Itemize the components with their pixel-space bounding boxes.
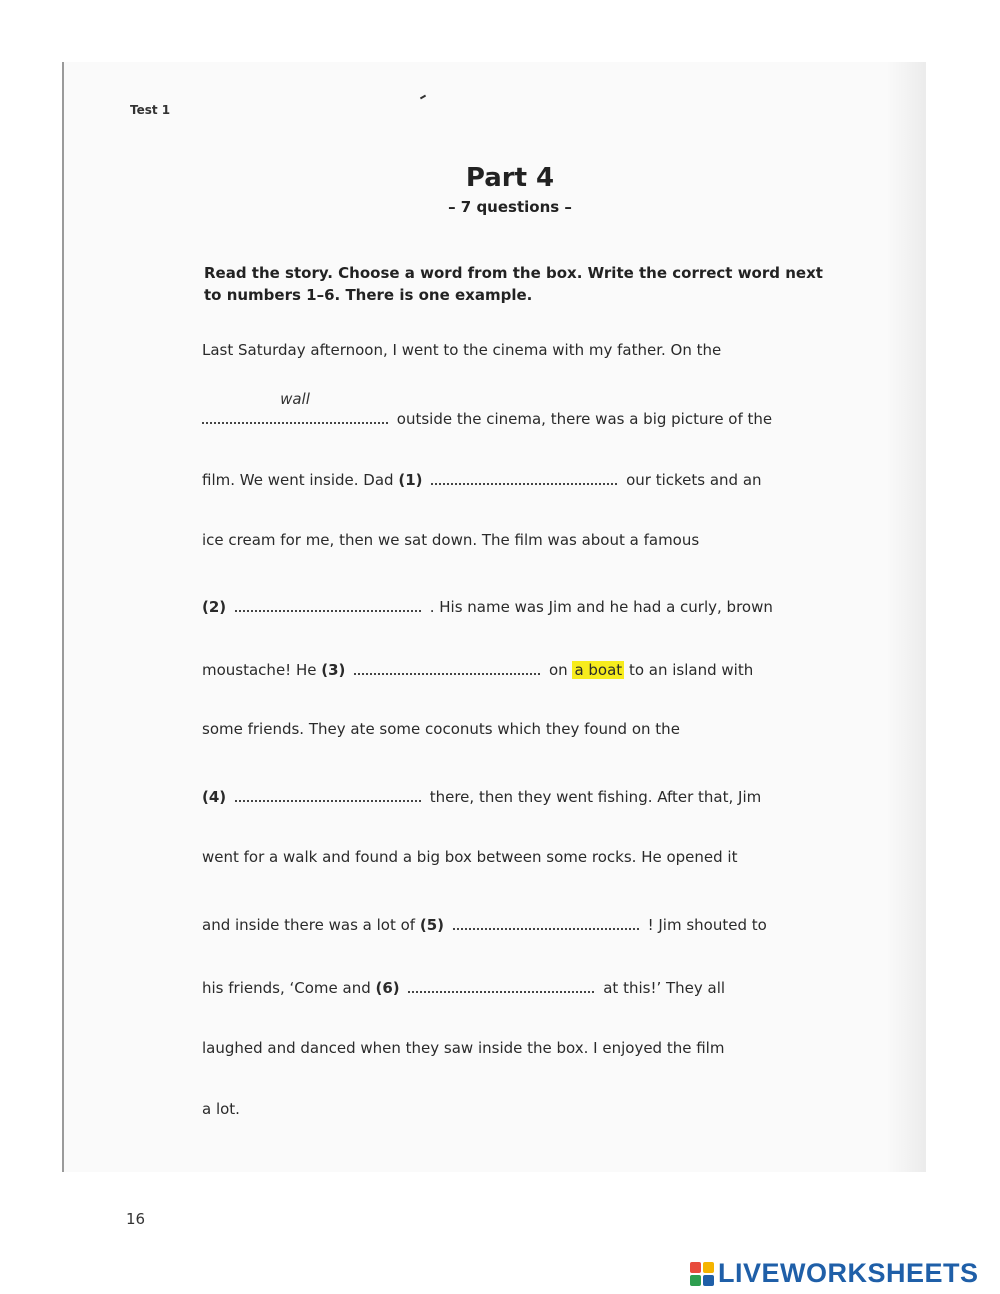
worksheet-page (62, 62, 926, 1172)
answer-field-6[interactable] (408, 975, 594, 993)
story-text: laughed and danced when they saw inside the box. I enjoyed the film (202, 1039, 725, 1057)
logo-square-green (690, 1275, 701, 1286)
story-text: outside the cinema, there was a big picture of the (396, 410, 773, 428)
logo-square-yellow (703, 1262, 714, 1273)
page-title: Part 4 (465, 163, 555, 193)
liveworksheets-logo[interactable] (690, 1258, 979, 1289)
answer-field-4[interactable] (235, 784, 421, 802)
instructions-text: Read the story. Choose a word from the box. Write the correct word next to numbers 1–6. There is one example. (204, 264, 823, 304)
logo-square-blue (703, 1275, 714, 1286)
highlighted-text: a boat (574, 661, 623, 679)
brand-name: LIVEWORKSHEETS (718, 1258, 979, 1288)
test-label: Test 1 (130, 103, 171, 117)
story-text: on (548, 661, 568, 679)
story-text: to an island with (628, 661, 754, 679)
story-line-2 (202, 390, 773, 428)
story-text: . His name was Jim and he had a curly, brown (429, 598, 773, 616)
example-answer: wall (280, 390, 310, 408)
story-line-10 (202, 912, 767, 934)
question-number-5: (5) (419, 916, 445, 934)
story-text: Last Saturday afternoon, I went to the cinema with my father. On the (202, 341, 722, 359)
question-number-2: (2) (202, 598, 227, 616)
story-text: some friends. They ate some coconuts which they found on the (202, 720, 680, 738)
story-line-8 (202, 784, 761, 806)
story-line-1 (202, 341, 721, 359)
logo-square-red (690, 1262, 701, 1273)
story-line-4 (202, 531, 699, 549)
answer-field-5[interactable] (453, 912, 639, 930)
story-text: and inside there was a lot of (202, 916, 416, 934)
story-text: there, then they went fishing. After that, Jim (429, 788, 762, 806)
story-text: went for a walk and found a big box between some rocks. He opened it (202, 848, 738, 866)
story-line-11 (202, 975, 725, 997)
example-answer-field (202, 390, 388, 424)
story-line-3 (202, 467, 762, 489)
question-number-6: (6) (375, 979, 400, 997)
page-number: 16 (126, 1210, 146, 1228)
question-number-3: (3) (321, 661, 346, 679)
liveworksheets-icon (690, 1262, 714, 1286)
story-line-7 (202, 720, 680, 738)
story-text: at this!’ They all (603, 979, 726, 997)
answer-field-2[interactable] (235, 594, 421, 612)
story-line-5 (202, 594, 773, 616)
story-text: a lot. (202, 1100, 240, 1118)
story-text: moustache! He (202, 661, 317, 679)
story-text: his friends, ‘Come and (202, 979, 371, 997)
story-text: film. We went inside. Dad (202, 471, 394, 489)
story-line-9 (202, 848, 737, 866)
page-shadow (886, 62, 926, 1172)
answer-field-1[interactable] (431, 467, 617, 485)
question-number-4: (4) (202, 788, 227, 806)
story-line-12 (202, 1039, 724, 1057)
story-text: ! Jim shouted to (647, 916, 767, 934)
answer-field-3[interactable] (354, 657, 540, 675)
story-text: our tickets and an (626, 471, 762, 489)
story-line-6 (202, 657, 753, 679)
story-line-13 (202, 1100, 240, 1118)
page-subtitle: – 7 questions – (448, 198, 572, 216)
question-number-1: (1) (398, 471, 423, 489)
story-text: ice cream for me, then we sat down. The film was about a famous (202, 531, 700, 549)
